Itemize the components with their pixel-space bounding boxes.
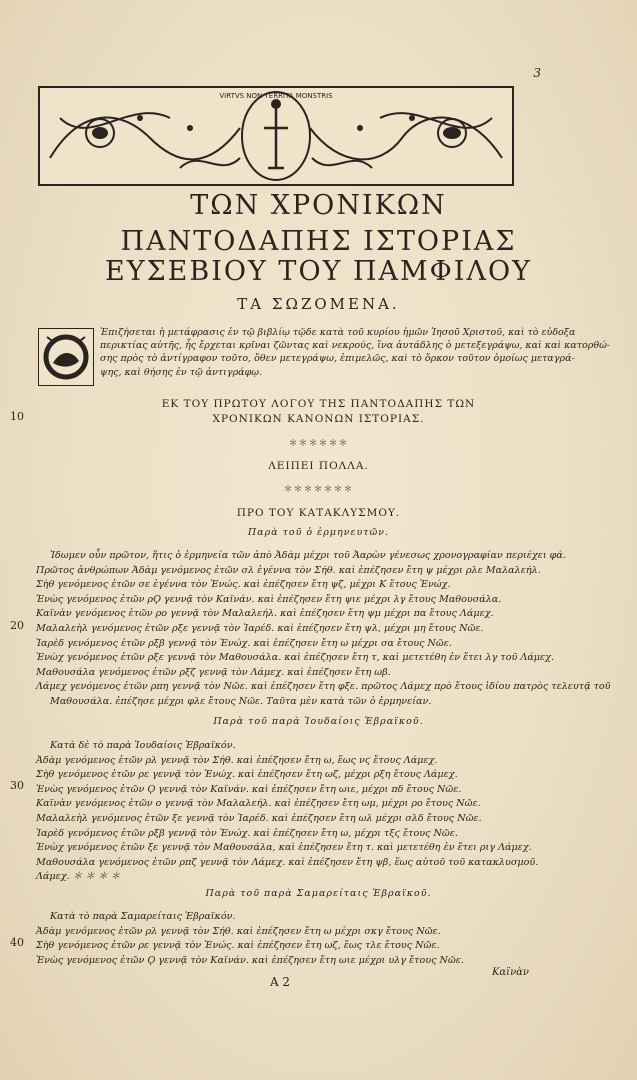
text-line: Ἀδὰμ γενόμενος ἐτῶν ρλ γεννᾷ τὸν Σήθ. καὶ ἐπέζησεν ἔτη ω, ἕως νϛ ἔτους Λάμεχ. bbox=[36, 754, 438, 766]
subheading-septuagint: Παρὰ τοῦ ὁ ἑρμηνευτῶν. bbox=[247, 527, 390, 538]
section-heading-1: ΕΚ ΤΟΥ ΠΡΩΤΟΥ ΛΟΓΟΥ ΤΗΣ ΠΑΝΤΟΔΑΠΗΣ ΤΩΝ bbox=[161, 398, 476, 410]
text-line: Καϊνὰν γενόμενος ἐτῶν ρο γεννᾷ τὸν Μαλαλεήλ. καὶ ἐπέζησεν ἔτη ψμ μέχρι πα ἔτους Λάμεχ. bbox=[36, 608, 494, 620]
text-line: Ἐνὼς γενόμενος ἐτῶν Ϙ γεννᾷ τὸν Καϊνάν. καὶ ἐπέζησεν ἔτη ωιε μέχρι υλγ ἔτους Νῶε. bbox=[36, 954, 464, 966]
text-line: Ἰαρὲδ γενόμενος ἐτῶν ρξβ γεννᾷ τὸν Ἐνώχ. καὶ ἐπέζησεν ἔτη ω μέχρι σα ἔτους Νῶε. bbox=[36, 637, 452, 649]
text-block-septuagint bbox=[36, 549, 611, 710]
text-line: Λάμεχ γενόμενος ἐτῶν ρπη γεννᾷ τὸν Νῶε. καὶ ἐπέζησεν ἔτη φξε. πρῶτος Λάμεχ πρὸ ἔτους ἰδίου πατρὸς τελευτᾷ τοῦ bbox=[36, 681, 611, 693]
intro-line: ψης, καὶ θήσης ἐν τῷ ἀντιγράφῳ. bbox=[100, 366, 263, 378]
title-line-1: ΤΩΝ ΧΡΟΝΙΚΩΝ bbox=[190, 190, 447, 221]
text-line: Ἰδωμεν οὖν πρῶτον, ἥτις ὁ ἑρμηνεία τῶν ἀπὸ Ἀδὰμ μέχρι τοῦ Ἀαρὼν γένεσως χρονογραφίαν περιέχει φά. bbox=[50, 550, 566, 561]
text-line: Ἰαρὲδ γενόμενος ἐτῶν ρξβ γεννᾷ τὸν Ἐνώχ. καὶ ἐπέζησεν ἔτη ω, μέχρι τξϛ ἔτους Νῶε. bbox=[36, 827, 458, 839]
text-line: Καϊνὰν γενόμενος ἐτῶν ο γεννᾷ τὸν Μαλαλεήλ. καὶ ἐπέζησεν ἔτη ωμ, μέχρι ρο ἔτους Νῶε. bbox=[36, 798, 481, 810]
dragon-initial-icon bbox=[39, 329, 93, 385]
intro-line: Ἐπιζήσεται ἡ μετάφρασις ἐν τῷ βιβλίῳ τῷδε κατὰ τοῦ κυρίου ἡμῶν Ἰησοῦ Χριστοῦ, καὶ τὸ εὐδοξα bbox=[100, 327, 576, 338]
text-line: Σὴθ γενόμενος ἐτῶν σε ἐγέννα τὸν Ἐνώς. καὶ ἐπέζησεν ἔτη ψζ, μέχρι Κ ἔτους Ἐνώχ. bbox=[36, 579, 451, 591]
text-line: Κατὰ δὲ τὸ παρὰ Ἰουδαίοις Ἑβραϊκόν. bbox=[50, 740, 236, 751]
headpiece-ornament-icon bbox=[40, 88, 512, 184]
text-line: Ἀδὰμ γενόμενος ἐτῶν ρλ γεννᾷ τὸν Σήθ. καὶ ἐπέζησεν ἔτη ω μέχρι σκγ ἔτους Νῶε. bbox=[36, 925, 441, 937]
leipei-polla: ΛΕΙΠΕΙ ΠΟΛΛΑ. bbox=[268, 460, 369, 472]
line-number-30: 30 bbox=[10, 779, 24, 792]
text-line: Ἐνὼς γενόμενος ἐτῶν ρϘ γεννᾷ τὸν Καϊνάν. καὶ ἐπέζησεν ἔτη ψιε μέχρι λγ ἔτους Μαθουσάλα. bbox=[36, 593, 502, 605]
intro-line: σης πρὸς τὸ ἀντίγραφον τοῦτο, ὅθεν μετεγράψω, ἐπιμελῶς, καὶ τὸ ὅρκον τοῦτον ὁμοίως μεταγρά- bbox=[100, 353, 575, 365]
text-line: Μαθουσάλα γενόμενος ἐτῶν ρπζ γεννᾷ τὸν Λάμεχ. καὶ ἐπέζησεν ἔτη ψβ, ἕως αὐτοῦ τοῦ κατακλυσμοῦ. bbox=[36, 856, 539, 868]
text-line: Κατὰ τὸ παρὰ Σαμαρείταις Ἑβραϊκόν. bbox=[50, 911, 236, 922]
text-line: Σὴθ γενόμενος ἐτῶν ρε γεννᾷ τὸν Ἐνώχ. καὶ ἐπέζησεν ἔτη ωζ, μέχρι ρξη ἔτους Λάμεχ. bbox=[36, 769, 458, 781]
text-line: Μαθουσάλα. ἐπέζησε μέχρι φλε ἔτους Νῶε. Ταῦτα μὲν κατὰ τῶν ὁ ἑρμηνείαν. bbox=[50, 695, 432, 707]
text-block-samaritan bbox=[36, 910, 536, 968]
intro-line: περικτίας αὐτῆς, ἧς ἔρχεται κρῖναι ζῶντας καὶ νεκρούς, ἵνα ἀυτάδλης ὁ μετεξεγράψω, καὶ καὶ κατορθώ- bbox=[100, 340, 611, 352]
section-heading-2: ΧΡΟΝΙΚΩΝ ΚΑΝΟΝΩΝ ΙΣΤΟΡΙΑΣ. bbox=[212, 413, 425, 425]
text-line: Μαθουσάλα γενόμενος ἐτῶν ρξζ γεννᾷ τὸν Λάμεχ. καὶ ἐπέζησεν ἔτη ωβ. bbox=[36, 666, 391, 678]
title-line-4: ΤΑ ΣΩΖΟΜΕΝΑ. bbox=[237, 295, 400, 313]
text-line: Ἐνὼχ γενόμενος ἐτῶν ρξε γεννᾷ τὸν Μαθουσάλα. καὶ ἐπέζησεν ἔτη τ, καὶ μετετέθη ἐν ἔτει λγ τοῦ Λάμεχ. bbox=[36, 652, 555, 664]
text-line: Μαλαλεὴλ γενόμενος ἐτῶν ρξε γεννᾷ τὸν Ἰαρέδ. καὶ ἐπέζησεν ἔτη ψλ, μέχρι μη ἔτους Νῶε. bbox=[36, 622, 484, 634]
headpiece-motto: VIRTVS NON TERRITA MONSTRIS bbox=[219, 92, 333, 100]
stars-row-2: ＊＊＊＊＊＊＊ bbox=[283, 485, 354, 495]
folio-number: 3 bbox=[533, 66, 541, 80]
pro-kataklysmou-heading: ΠΡΟ ΤΟΥ ΚΑΤΑΚΛΥΣΜΟΥ. bbox=[236, 507, 401, 519]
catchword: Καϊνὰν bbox=[491, 967, 529, 978]
line-number-20: 20 bbox=[10, 619, 24, 632]
subheading-samaritan: Παρὰ τοῦ παρὰ Σαμαρείταις Ἑβραϊκοῦ. bbox=[205, 888, 432, 899]
stars-row-1: ＊＊＊＊＊＊ bbox=[288, 439, 349, 449]
text-line: Σὴθ γενόμενος ἐτῶν ρε γεννᾷ τὸν Ἐνώς. καὶ ἐπέζησεν ἔτη ωζ, ἕως τλε ἔτους Νῶε. bbox=[36, 940, 440, 952]
decorated-initial bbox=[38, 328, 94, 386]
text-block-hebrew bbox=[36, 739, 539, 885]
subheading-hebrew: Παρὰ τοῦ παρὰ Ἰουδαίοις Ἑβραϊκοῦ. bbox=[213, 716, 424, 727]
intro-paragraph bbox=[100, 326, 611, 379]
signature-mark: Α 2 bbox=[269, 975, 291, 989]
line-number-40: 40 bbox=[10, 936, 24, 949]
ornamental-headpiece bbox=[38, 86, 514, 186]
text-line: Ἐνὼχ γενόμενος ἐτῶν ξε γεννᾷ τὸν Μαθουσάλα, καὶ ἐπέζησεν ἔτη τ. καὶ μετετέθη ἐν ἔτει ριγ Λάμεχ. bbox=[36, 842, 532, 854]
text-line: Λάμεχ. ＊ ＊ ＊ ＊ bbox=[36, 871, 121, 883]
line-number-10: 10 bbox=[10, 410, 24, 423]
text-line: Ἐνὼς γενόμενος ἐτῶν Ϙ γεννᾷ τὸν Καϊνάν. καὶ ἐπέζησεν ἔτη ωιε, μέχρι πδ ἔτους Νῶε. bbox=[36, 783, 462, 795]
title-line-3: ΕΥΣΕΒΙΟΥ ΤΟΥ ΠΑΜΦΙΛΟΥ bbox=[105, 256, 532, 287]
text-line: Μαλαλεὴλ γενόμενος ἐτῶν ξε γεννᾷ τὸν Ἰαρέδ. καὶ ἐπέζησεν ἔτη ωλ μέχρι σλδ ἔτους Νῶε. bbox=[36, 812, 482, 824]
title-line-2: ΠΑΝΤΟΔΑΠΗΣ ΙΣΤΟΡΙΑΣ bbox=[120, 226, 517, 257]
text-line: Πρῶτος ἀνθρώπων Ἀδὰμ γενόμενος ἐτῶν σλ ἐγέννα τὸν Σήθ. καὶ ἐπέζησεν ἔτη ψ μέχρι ρλε Μαλαλεήλ. bbox=[36, 564, 541, 576]
